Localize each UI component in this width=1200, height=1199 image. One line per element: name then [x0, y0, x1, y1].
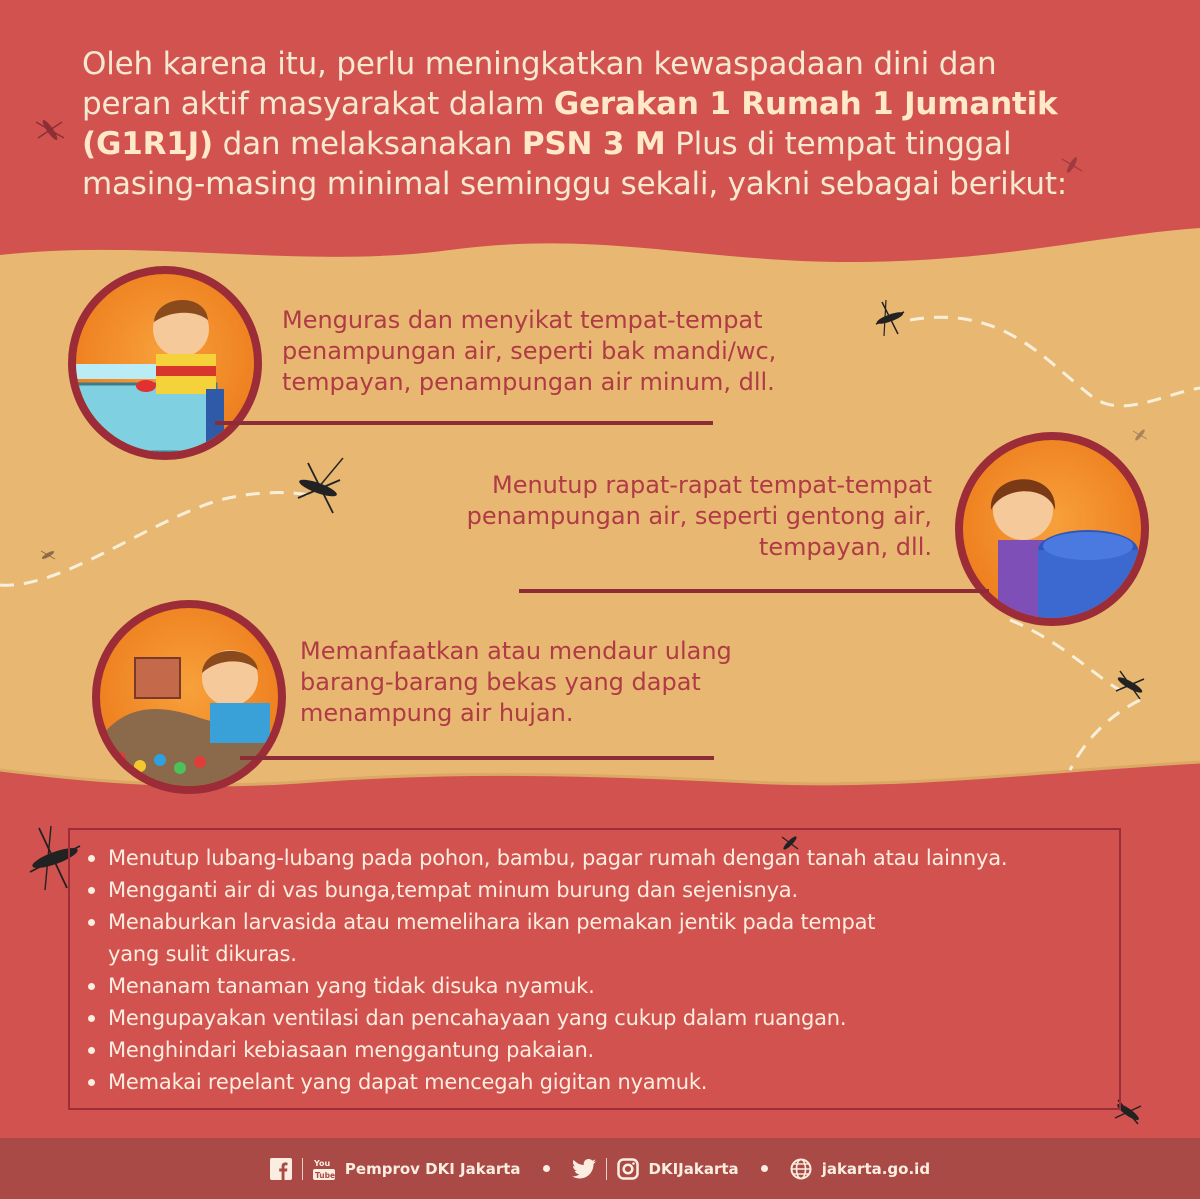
- intro-highlight: (G1R1J): [82, 126, 213, 162]
- list-item: Menaburkan larvasida atau memelihara ikan pemakan jentik pada tempat: [86, 906, 1119, 938]
- intro-line: peran aktif masyarakat dalam: [82, 86, 554, 122]
- footer-handle-pemprov[interactable]: Pemprov DKI Jakarta: [344, 1159, 521, 1178]
- step-1-underline: [215, 421, 713, 425]
- step-line: Menutup rapat-rapat tempat-tempat: [492, 471, 932, 499]
- step-line: tempayan, dll.: [758, 533, 932, 561]
- instagram-icon[interactable]: [617, 1158, 639, 1180]
- divider: [606, 1158, 607, 1180]
- list-item: Menutup lubang-lubang pada pohon, bambu, pagar rumah dengan tanah atau lainnya.: [86, 842, 1119, 874]
- intro-line: dan melaksanakan: [212, 126, 522, 162]
- step-illustration-recycling: [92, 600, 286, 794]
- youtube-icon[interactable]: [313, 1157, 335, 1181]
- list-item: Mengupayakan ventilasi dan pencahayaan yang cukup dalam ruangan.: [86, 1002, 1119, 1034]
- step-2-text: [467, 470, 932, 563]
- facebook-icon[interactable]: [270, 1158, 292, 1180]
- twitter-icon[interactable]: [572, 1159, 596, 1179]
- step-line: penampungan air, seperti gentong air,: [466, 502, 932, 530]
- intro-line: Plus di tempat tinggal: [665, 126, 1012, 162]
- list-item-continuation: yang sulit dikuras.: [108, 942, 297, 966]
- step-line: Memanfaatkan atau mendaur ulang: [300, 637, 732, 665]
- step-line: menampung air hujan.: [300, 699, 574, 727]
- step-line: Menguras dan menyikat tempat-tempat: [282, 306, 763, 334]
- list-item: Menghindari kebiasaan menggantung pakaian.: [86, 1034, 1119, 1066]
- step-illustration-scrubbing: [68, 266, 262, 460]
- globe-icon: [790, 1158, 812, 1180]
- step-3-underline: [240, 756, 714, 760]
- step-3-text: [300, 636, 732, 729]
- intro-line: Oleh karena itu, perlu meningkatkan kewaspadaan dini dan: [82, 46, 997, 82]
- list-item: Menanam tanaman yang tidak disuka nyamuk.: [86, 970, 1119, 1002]
- footer-dot: [543, 1165, 550, 1172]
- footer-bar: [0, 1138, 1200, 1199]
- step-line: tempayan, penampungan air minum, dll.: [282, 368, 775, 396]
- boy-scrubbing-icon: [76, 274, 254, 452]
- intro-highlight: PSN 3 M: [521, 126, 666, 162]
- intro-highlight: Gerakan 1 Rumah 1 Jumantik: [553, 86, 1058, 122]
- footer-dot: [761, 1165, 768, 1172]
- intro-paragraph: [82, 44, 1182, 204]
- plus-list: [70, 830, 1119, 1098]
- step-1-text: [282, 305, 776, 398]
- footer-website-link[interactable]: jakarta.go.id: [821, 1159, 931, 1178]
- divider: [302, 1158, 303, 1180]
- intro-line: masing-masing minimal seminggu sekali, yakni sebagai berikut:: [82, 166, 1068, 202]
- step-illustration-covering: [955, 432, 1149, 626]
- step-line: barang-barang bekas yang dapat: [300, 668, 701, 696]
- plus-checklist: [68, 828, 1121, 1110]
- step-2-underline: [519, 589, 989, 593]
- list-item: Mengganti air di vas bunga,tempat minum burung dan sejenisnya.: [86, 874, 1119, 906]
- youtube-tube-text: Tube: [314, 1170, 335, 1180]
- youtube-you-text: You: [313, 1158, 331, 1168]
- girl-covering-drum-icon: [963, 440, 1141, 618]
- step-line: penampungan air, seperti bak mandi/wc,: [282, 337, 777, 365]
- list-item: Memakai repelant yang dapat mencegah gigitan nyamuk.: [86, 1066, 1119, 1098]
- footer-handle-dki[interactable]: DKIJakarta: [648, 1159, 739, 1178]
